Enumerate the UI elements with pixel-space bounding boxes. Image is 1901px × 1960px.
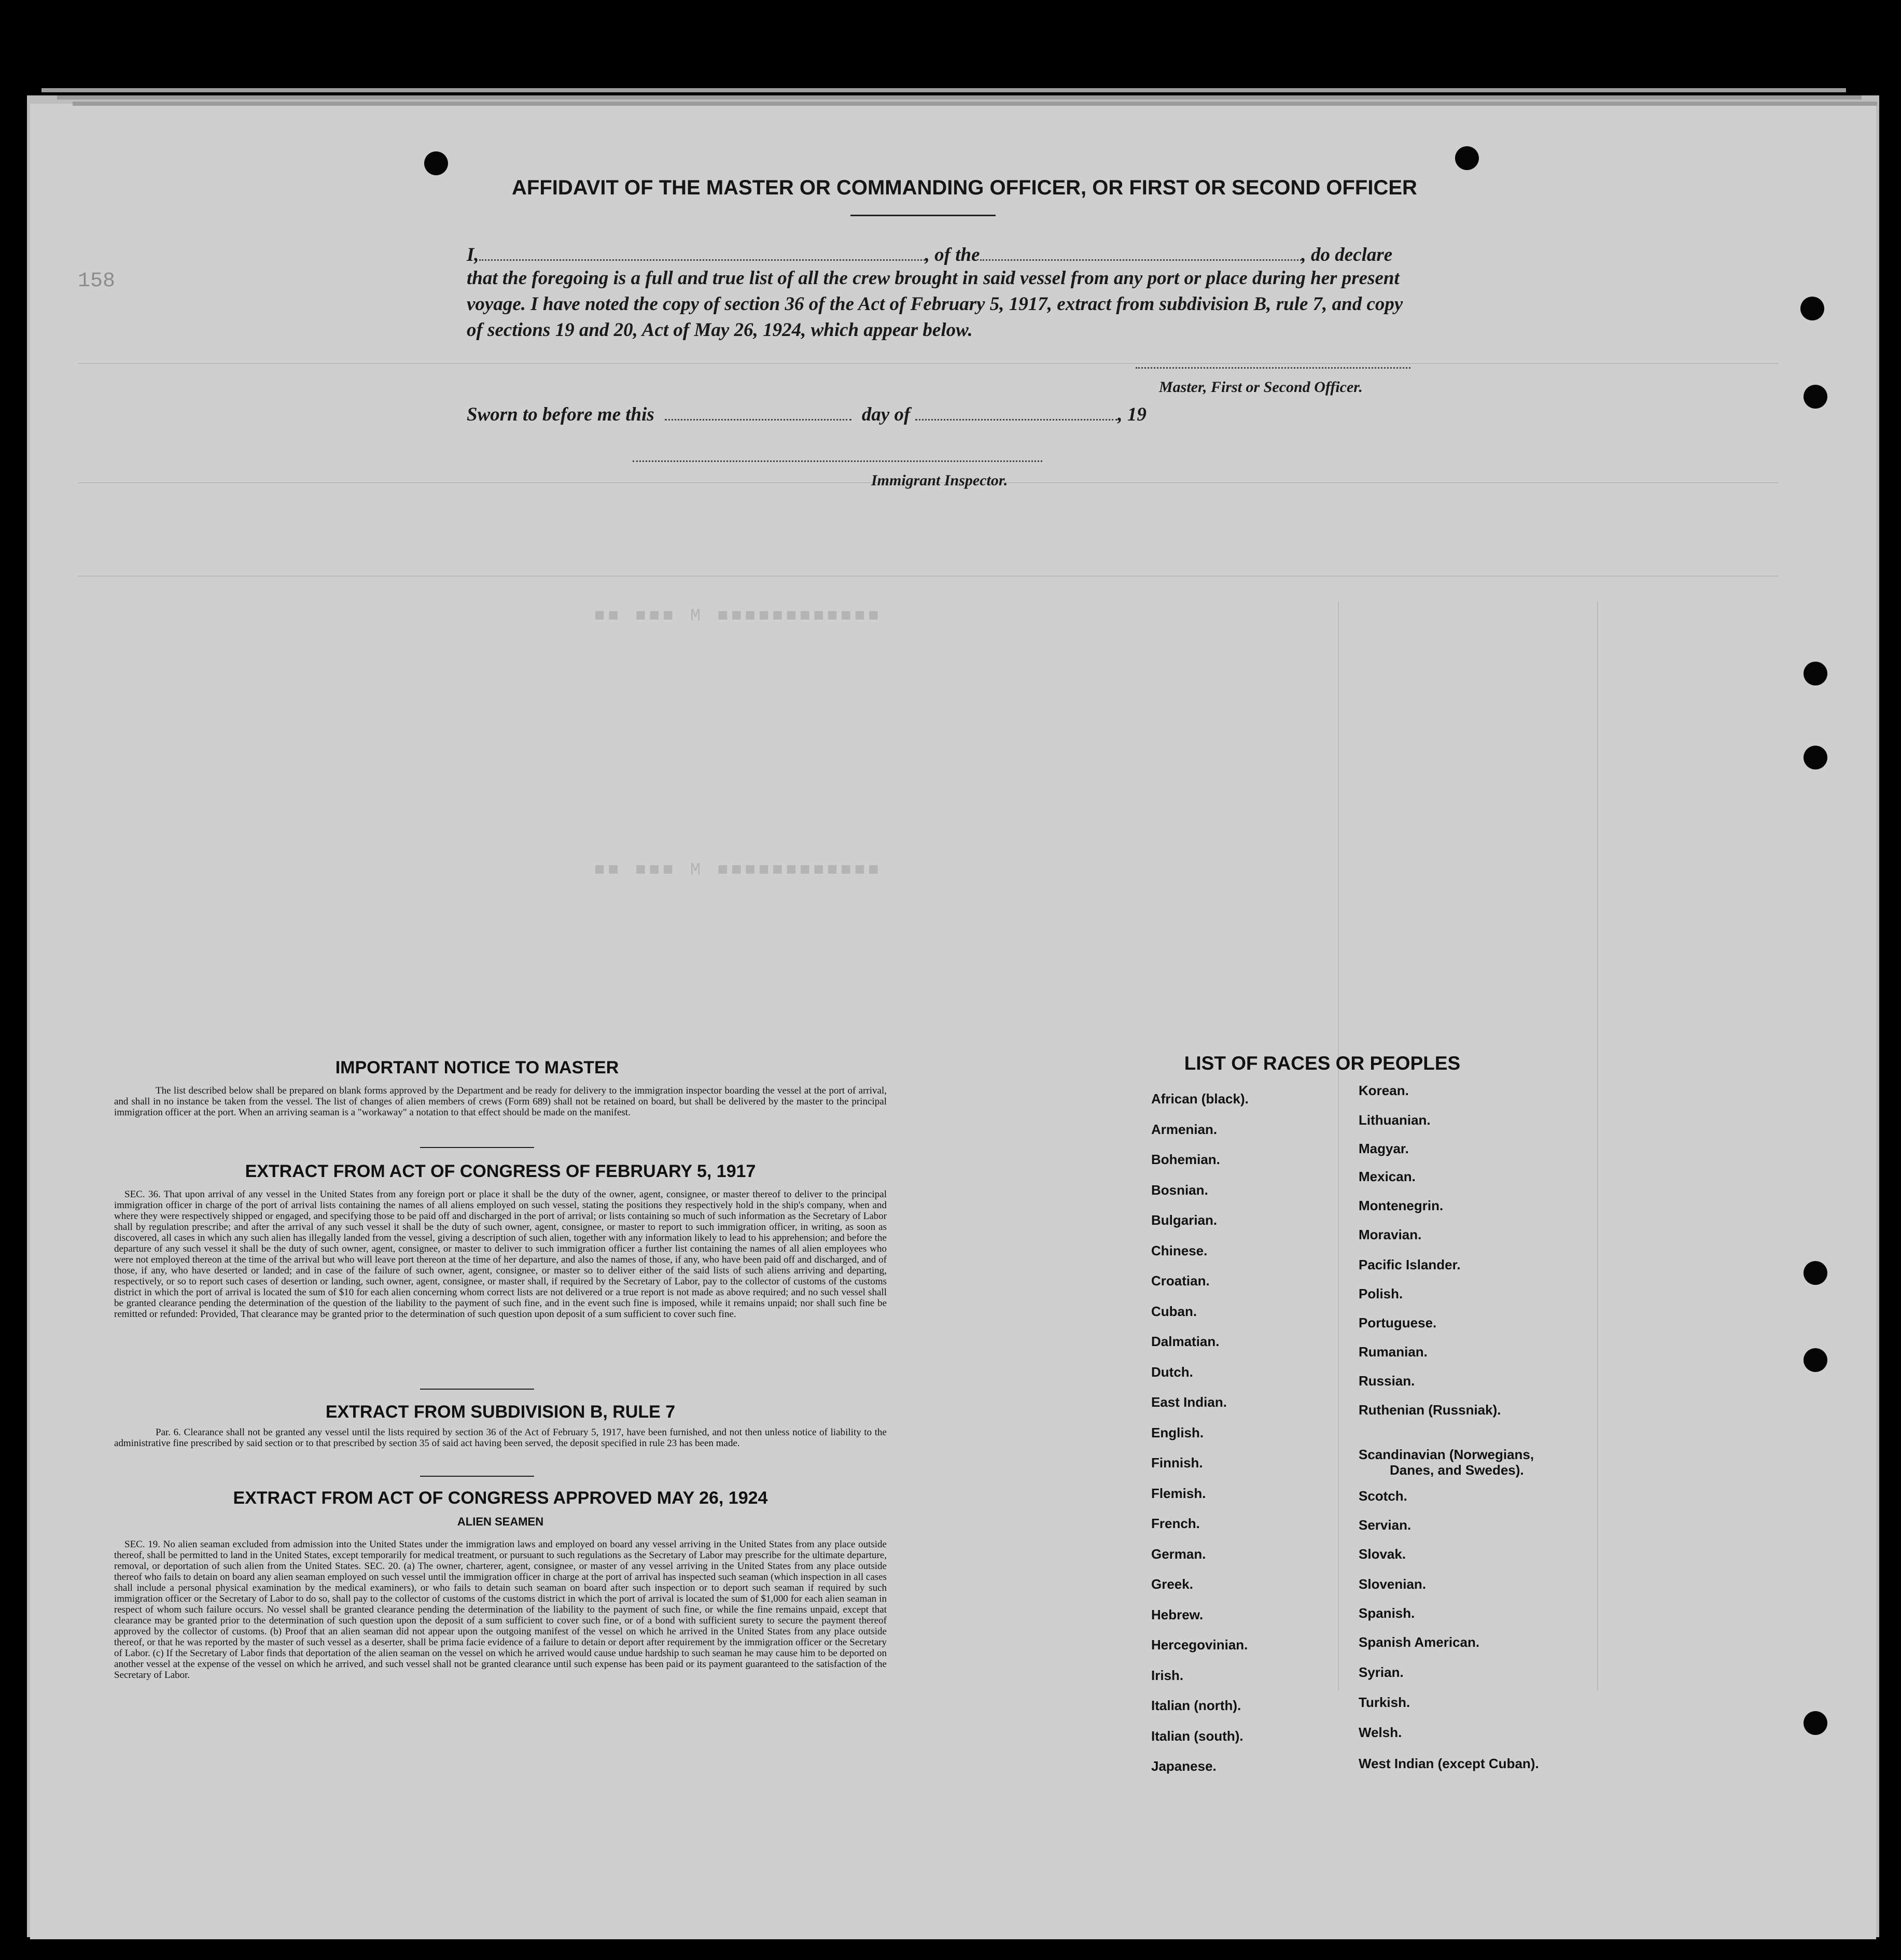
punch-hole: [1804, 385, 1827, 409]
sworn-month-blank[interactable]: [915, 419, 1117, 421]
section-rule: [420, 1389, 534, 1390]
declarant-blank[interactable]: [479, 259, 925, 261]
punch-hole: [1804, 1348, 1827, 1372]
race-item: Bosnian.: [1151, 1182, 1208, 1198]
race-item: Spanish.: [1359, 1605, 1415, 1621]
race-item: Rumanian.: [1359, 1344, 1428, 1360]
punch-hole: [1804, 746, 1827, 769]
race-item: French.: [1151, 1516, 1200, 1531]
race-item: Moravian.: [1359, 1227, 1422, 1242]
punch-hole: [424, 151, 448, 175]
inspector-signature-label: Immigrant Inspector.: [871, 472, 1008, 489]
master-signature-line[interactable]: [1136, 367, 1410, 369]
race-item: Chinese.: [1151, 1242, 1208, 1258]
vessel-name-blank[interactable]: [980, 259, 1302, 261]
notice-title: IMPORTANT NOTICE TO MASTER: [335, 1058, 619, 1077]
affidavit-line-3: voyage. I have noted the copy of section 36 of the Act of February 5, 1917, extract from subdivision B, rule 7, and copy: [467, 293, 1403, 315]
race-item: Scandinavian (Norwegians,: [1359, 1447, 1534, 1462]
affidavit-line-1: I, , of the , do declare: [467, 244, 1393, 265]
bleed-through-text: ■■■■■■■■■■■■ M ■■■ ■■: [591, 861, 879, 880]
subdivision-b-body: Par. 6. Clearance shall not be granted any vessel until the lists required by section 36 of the Act of February 5, 1917, have been furnished, and not then unless notice of liability to the administrative fine prescribed by said section or to that prescribed by section 35 of said act having been served, the deposit specified in rule 23 has been made.: [114, 1427, 887, 1449]
race-item: West Indian (except Cuban).: [1359, 1756, 1539, 1771]
affidavit-line-2: that the foregoing is a full and true list of all the crew brought in said vessel from any port or place during her present: [467, 268, 1400, 289]
race-item: Pacific Islander.: [1359, 1257, 1461, 1272]
race-item: Italian (north).: [1151, 1698, 1241, 1713]
punch-hole: [1455, 146, 1479, 170]
race-item: Welsh.: [1359, 1725, 1402, 1740]
race-item: Bohemian.: [1151, 1152, 1220, 1167]
race-item: Korean.: [1359, 1083, 1409, 1098]
section-rule: [420, 1476, 534, 1477]
punch-hole: [1804, 1711, 1827, 1735]
bleed-through-text: ■■■■■■■■■■■■ M ■■■ ■■: [591, 607, 879, 626]
race-item: Portuguese.: [1359, 1315, 1437, 1331]
extract-1917-title: EXTRACT FROM ACT OF CONGRESS OF FEBRUARY 5, 1917: [245, 1161, 756, 1181]
race-item: Slovak.: [1359, 1546, 1406, 1562]
extract-1924-body: SEC. 19. No alien seaman excluded from admission into the United States under the immigration laws and employed on board any vessel arriving in the United States from any place outside thereof, shall be permitted to land in the United States, except temporarily for medical treatment, or pursuant to such regulations as the Secretary of Labor may prescribe for the ultimate departure, removal, or deportation of such alien from the United States. SEC. 20. (a) The owner, charterer, agent, consignee, or master of any vessel arriving in the United States from any place outside thereof who fails to detain on board any alien seaman employed on such vessel until the immigration officer in charge at the port of arrival has inspected such seaman (which inspection in all cases shall include a personal physical examination by the medical examiners), or who fails to detain such seaman on board after such inspection or to deport such seaman if required by such immigration officer or the Secretary of Labor to do so, shall pay to the collector of customs of the customs district in which the port of arrival is located the sum of $1,000 for each alien seaman in respect of whom such failure occurs. No vessel shall be granted clearance pending the determination of the liability to the payment of such fine, or while the fine remains unpaid, except that clearance may be granted prior to the determination of such question upon the deposit of a sum sufficient to cover such fine, or of a bond with sufficient surety to secure the payment thereof approved by the collector of customs. (b) Proof that an alien seaman did not appear upon the outgoing manifest of the vessel on which he arrived in the United States from any place outside thereof, or that he was reported by the master of such vessel as a deserter, shall be prima facie evidence of a failure to detain or deport after requirement by the immigration officer or the Secretary of Labor. (c) If the Secretary of Labor finds that deportation of the alien seaman on the vessel on which he arrived would cause undue hardship to such seaman he may cause him to be deported on another vessel at the expense of the vessel on which he arrived, and such vessel shall not be granted clearance until such expense has been paid or its payment guaranteed to the satisfaction of the Secretary of Labor.: [114, 1539, 887, 1681]
page-stack-edge: [57, 95, 1862, 100]
bleed-through-rule: [1338, 601, 1339, 1690]
affidavit-title: AFFIDAVIT OF THE MASTER OR COMMANDING OFFICER, OR FIRST OR SECOND OFFICER: [512, 176, 1417, 199]
race-item: Mexican.: [1359, 1169, 1416, 1184]
race-item: Greek.: [1151, 1576, 1193, 1592]
race-item: Spanish American.: [1359, 1634, 1480, 1650]
race-item: Scotch.: [1359, 1488, 1407, 1504]
race-item: English.: [1151, 1424, 1204, 1440]
section-rule: [420, 1147, 534, 1148]
punch-hole: [1804, 1261, 1827, 1285]
bleed-through-rule: [78, 363, 1779, 364]
page-stack-edge: [41, 88, 1846, 92]
race-item: German.: [1151, 1546, 1206, 1562]
race-item: Lithuanian.: [1359, 1112, 1431, 1128]
race-item: Dutch.: [1151, 1364, 1193, 1380]
subdivision-b-title: EXTRACT FROM SUBDIVISION B, RULE 7: [325, 1402, 676, 1422]
race-item: Russian.: [1359, 1373, 1415, 1389]
punch-hole: [1804, 662, 1827, 685]
race-item: Irish.: [1151, 1667, 1184, 1683]
race-item: Bulgarian.: [1151, 1212, 1218, 1228]
extract-1917-body: SEC. 36. That upon arrival of any vessel in the United States from any foreign port or place it shall be the duty of the owner, agent, consignee, or master thereof to deliver to the principal immigration officer in charge of the port of arrival lists containing the names of all aliens employed on such vessel, stating the positions they respectively hold in the ship's company, when and where they were respectively shipped or engaged, and specifying those to be paid off and discharged in the port of arrival; or lists containing so much of such information as the Secretary of Labor shall by regulation prescribe; and after the arrival of any such vessel it shall be the duty of such owner, agent, consignee, or master to report to such immigration officer, in writing, as soon as discovered, all cases in which any such alien has illegally landed from the vessel, giving a description of such alien, together with any information likely to lead to his apprehension; and before the departure of any such vessel it shall be the duty of such owner, agent, consignee, or master to deliver to such immigration officer a further list containing the names of all alien employees who were not employed thereon at the time of the arrival but who will leave port thereon at the time of her departure, and also the names of those, if any, who have been paid off and discharged, and of those, if any, who have deserted or landed; and in case of the failure of such owner, agent, consignee, or master so to deliver either of the said lists of such aliens arriving and departing, respectively, or so to report such cases of desertion or landing, such owner, agent, consignee, or master shall, if required by the Secretary of Labor, pay to the collector of customs of the customs district in which the port of arrival is located the sum of $10 for each alien concerning whom correct lists are not delivered or a true report is not made as above required; and no such vessel shall be granted clearance pending the determination of the question of the liability to the payment of such fine, and in the event such fine is imposed, while it remains unpaid; nor shall such fine be remitted or refunded: Provided, That clearance may be granted prior to the determination of such question upon deposit of a sum sufficient to cover such fine.: [114, 1189, 887, 1320]
extract-1924-title: EXTRACT FROM ACT OF CONGRESS APPROVED MAY 26, 1924: [233, 1488, 768, 1508]
affidavit-line-4: of sections 19 and 20, Act of May 26, 1924, which appear below.: [467, 319, 973, 341]
race-item: Montenegrin.: [1359, 1198, 1444, 1213]
race-item: East Indian.: [1151, 1394, 1227, 1410]
page-stack-edge: [73, 102, 1877, 106]
race-item: African (black).: [1151, 1091, 1249, 1107]
race-item: Danes, and Swedes).: [1390, 1462, 1524, 1478]
race-item: Ruthenian (Russniak).: [1359, 1402, 1501, 1418]
race-item: Croatian.: [1151, 1273, 1210, 1289]
race-item: Flemish.: [1151, 1485, 1206, 1501]
race-item: Servian.: [1359, 1517, 1411, 1533]
title-rule: [850, 215, 996, 216]
race-item: Turkish.: [1359, 1695, 1410, 1710]
master-signature-label: Master, First or Second Officer.: [1159, 379, 1363, 396]
race-item: Finnish.: [1151, 1455, 1203, 1471]
race-item: Polish.: [1359, 1286, 1403, 1301]
race-item: Magyar.: [1359, 1141, 1409, 1156]
bleed-through-rule: [78, 576, 1779, 577]
race-item: Armenian.: [1151, 1121, 1218, 1137]
sworn-line: Sworn to before me this day of , 19: [467, 404, 1147, 425]
punch-hole: [1800, 297, 1824, 320]
extract-1924-subtitle: ALIEN SEAMEN: [457, 1515, 544, 1528]
race-item: Syrian.: [1359, 1664, 1404, 1680]
bleed-through-rule: [1597, 601, 1598, 1690]
inspector-signature-line[interactable]: [633, 460, 1042, 462]
race-item: Cuban.: [1151, 1303, 1197, 1319]
race-item: Hercegovinian.: [1151, 1637, 1248, 1653]
races-title: LIST OF RACES OR PEOPLES: [1184, 1053, 1461, 1074]
page-mark: 158: [78, 270, 116, 293]
notice-body: The list described below shall be prepared on blank forms approved by the Department and be ready for delivery to the immigration inspector boarding the vessel at the port of arrival, and shall in no instance be taken from the vessel. The list of changes of alien members of crews (Form 689) shall not be retained on board, but shall be delivered by the master to the principal immigration officer at the port. When an arriving seaman is a "workaway" a notation to that effect should be made on the manifest.: [114, 1085, 887, 1118]
race-item: Slovenian.: [1359, 1576, 1427, 1592]
race-item: Hebrew.: [1151, 1606, 1204, 1622]
sworn-day-blank[interactable]: [665, 419, 851, 421]
race-item: Dalmatian.: [1151, 1334, 1220, 1349]
race-item: Japanese.: [1151, 1758, 1217, 1774]
race-item: Italian (south).: [1151, 1728, 1243, 1744]
